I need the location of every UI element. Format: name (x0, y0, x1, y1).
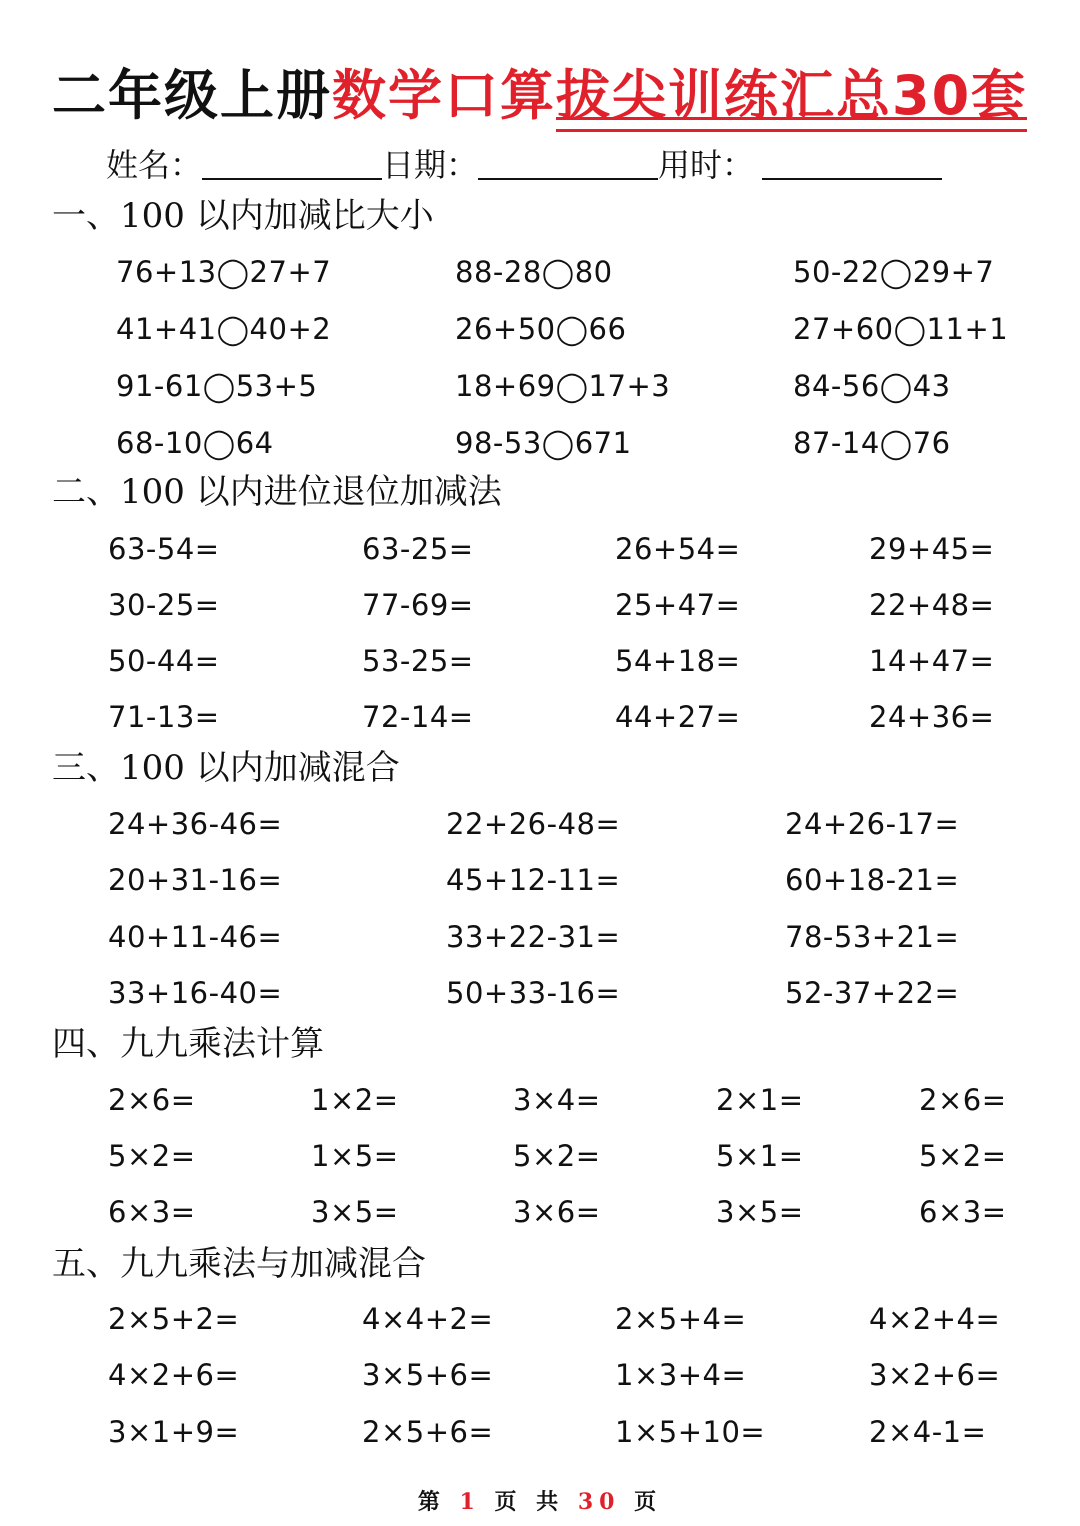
name-label: 姓名： (106, 146, 203, 184)
problem-compare: 84-56◯43 (793, 369, 951, 403)
problem-multiplication: 5×2= (513, 1139, 601, 1173)
section-title-mixed: 三、100 以内加减混合 (52, 748, 400, 788)
problem-compare: 41+41◯40+2 (116, 312, 332, 346)
footer-suffix: 页 (634, 1489, 663, 1515)
problem-multiplication: 1×2= (311, 1083, 399, 1117)
problem-compare: 98-53◯671 (455, 426, 632, 460)
problem-mult-mixed: 1×5+10= (615, 1415, 766, 1449)
problem-mult-mixed: 4×2+4= (869, 1302, 1001, 1336)
problem-mult-mixed: 2×5+2= (108, 1302, 240, 1336)
problem-mixed: 24+26-17= (785, 807, 960, 841)
problem-carry: 50-44= (108, 644, 220, 678)
problem-mixed: 24+36-46= (108, 807, 283, 841)
problem-compare: 87-14◯76 (793, 426, 951, 460)
problem-mixed: 78-53+21= (785, 920, 960, 954)
time-label: 用时： (658, 146, 755, 184)
problem-mult-mixed: 2×5+6= (362, 1415, 494, 1449)
problem-mult-mixed: 3×1+9= (108, 1415, 240, 1449)
problem-compare: 50-22◯29+7 (793, 255, 995, 289)
problem-compare: 88-28◯80 (455, 255, 613, 289)
problem-mixed: 22+26-48= (446, 807, 621, 841)
page-footer (0, 1484, 1080, 1520)
problem-carry: 71-13= (108, 700, 220, 734)
problem-multiplication: 2×6= (108, 1083, 196, 1117)
problem-multiplication: 3×4= (513, 1083, 601, 1117)
section-title-compare: 一、100 以内加减比大小 (52, 196, 434, 236)
title-subject: 数学口算 (332, 64, 556, 127)
footer-page-number: 1 (459, 1489, 481, 1515)
problem-compare: 68-10◯64 (116, 426, 274, 460)
problem-multiplication: 3×5= (716, 1195, 804, 1229)
section-title-multiplication: 四、九九乘法计算 (52, 1024, 324, 1064)
problem-multiplication: 5×1= (716, 1139, 804, 1173)
problem-mixed: 50+33-16= (446, 976, 621, 1010)
problem-mult-mixed: 2×4-1= (869, 1415, 987, 1449)
problem-mult-mixed: 4×4+2= (362, 1302, 494, 1336)
problem-carry: 53-25= (362, 644, 474, 678)
section-title-carry: 二、100 以内进位退位加减法 (52, 472, 502, 512)
problem-multiplication: 6×3= (919, 1195, 1007, 1229)
student-info-row (106, 140, 942, 190)
problem-mixed: 20+31-16= (108, 863, 283, 897)
problem-carry: 30-25= (108, 588, 220, 622)
date-blank[interactable] (478, 142, 658, 180)
problem-compare: 18+69◯17+3 (455, 369, 671, 403)
problem-multiplication: 5×2= (919, 1139, 1007, 1173)
problem-multiplication: 1×5= (311, 1139, 399, 1173)
problem-mult-mixed: 3×2+6= (869, 1358, 1001, 1392)
problem-carry: 77-69= (362, 588, 474, 622)
problem-mixed: 45+12-11= (446, 863, 621, 897)
section-title-mult-mixed: 五、九九乘法与加减混合 (52, 1244, 426, 1284)
problem-mixed: 33+22-31= (446, 920, 621, 954)
problem-multiplication: 2×1= (716, 1083, 804, 1117)
problem-compare: 76+13◯27+7 (116, 255, 332, 289)
problem-carry: 72-14= (362, 700, 474, 734)
problem-mixed: 33+16-40= (108, 976, 283, 1010)
problem-mult-mixed: 3×5+6= (362, 1358, 494, 1392)
worksheet-title (52, 56, 1027, 136)
problem-compare: 91-61◯53+5 (116, 369, 318, 403)
problem-multiplication: 3×5= (311, 1195, 399, 1229)
problem-mult-mixed: 4×2+6= (108, 1358, 240, 1392)
problem-carry: 54+18= (615, 644, 741, 678)
footer-middle: 页 共 (494, 1489, 565, 1515)
problem-carry: 25+47= (615, 588, 741, 622)
title-series: 拔尖训练汇总30套 (556, 56, 1027, 136)
title-grade: 二年级上册 (52, 64, 332, 127)
problem-carry: 29+45= (869, 532, 995, 566)
problem-carry: 24+36= (869, 700, 995, 734)
problem-mult-mixed: 2×5+4= (615, 1302, 747, 1336)
problem-mult-mixed: 1×3+4= (615, 1358, 747, 1392)
date-label: 日期： (382, 146, 479, 184)
time-blank[interactable] (762, 142, 942, 180)
problem-compare: 27+60◯11+1 (793, 312, 1009, 346)
problem-carry: 26+54= (615, 532, 741, 566)
problem-carry: 63-54= (108, 532, 220, 566)
problem-carry: 14+47= (869, 644, 995, 678)
footer-prefix: 第 (417, 1489, 446, 1515)
problem-carry: 63-25= (362, 532, 474, 566)
problem-multiplication: 6×3= (108, 1195, 196, 1229)
name-blank[interactable] (202, 142, 382, 180)
problem-carry: 44+27= (615, 700, 741, 734)
problem-compare: 26+50◯66 (455, 312, 627, 346)
problem-mixed: 40+11-46= (108, 920, 283, 954)
problem-carry: 22+48= (869, 588, 995, 622)
footer-total-pages: 30 (577, 1489, 621, 1515)
problem-multiplication: 3×6= (513, 1195, 601, 1229)
problem-multiplication: 5×2= (108, 1139, 196, 1173)
problem-mixed: 52-37+22= (785, 976, 960, 1010)
problem-multiplication: 2×6= (919, 1083, 1007, 1117)
problem-mixed: 60+18-21= (785, 863, 960, 897)
